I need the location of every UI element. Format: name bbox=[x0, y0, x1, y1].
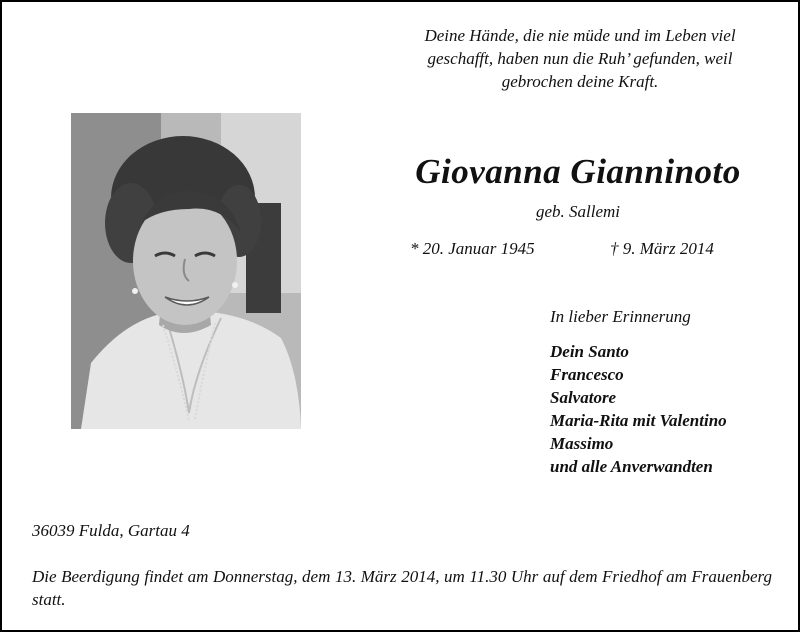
portrait-illustration bbox=[71, 113, 301, 429]
address: 36039 Fulda, Gartau 4 bbox=[32, 521, 190, 540]
mourner-name: Massimo bbox=[550, 434, 614, 453]
deceased-name: Giovanna Gianninoto bbox=[415, 152, 741, 191]
death-date: † 9. März 2014 bbox=[610, 239, 714, 258]
verse-line: Deine Hände, die nie müde und im Leben viel bbox=[424, 26, 736, 45]
mourners-list bbox=[550, 340, 727, 478]
mourner-name: Francesco bbox=[550, 365, 624, 384]
memorial-verse bbox=[380, 24, 780, 93]
portrait-photo bbox=[71, 113, 301, 429]
verse-line: gebrochen deine Kraft. bbox=[501, 72, 659, 91]
mourner-name: Salvatore bbox=[550, 388, 617, 407]
mourner-name: und alle Anverwandten bbox=[550, 457, 713, 476]
verse-line: geschafft, haben nun die Ruh’ gefunden, weil bbox=[427, 49, 733, 68]
funeral-notice: Die Beerdigung findet am Donnerstag, dem 13. März 2014, um 11.30 Uhr auf dem Friedhof am Frauenberg statt. bbox=[32, 567, 772, 609]
memory-line: In lieber Erinnerung bbox=[550, 307, 691, 326]
maiden-name: geb. Sallemi bbox=[535, 202, 621, 221]
mourner-name: Maria-Rita mit Valentino bbox=[550, 411, 727, 430]
birth-date: * 20. Januar 1945 bbox=[410, 239, 535, 258]
mourner-name: Dein Santo bbox=[550, 342, 629, 361]
